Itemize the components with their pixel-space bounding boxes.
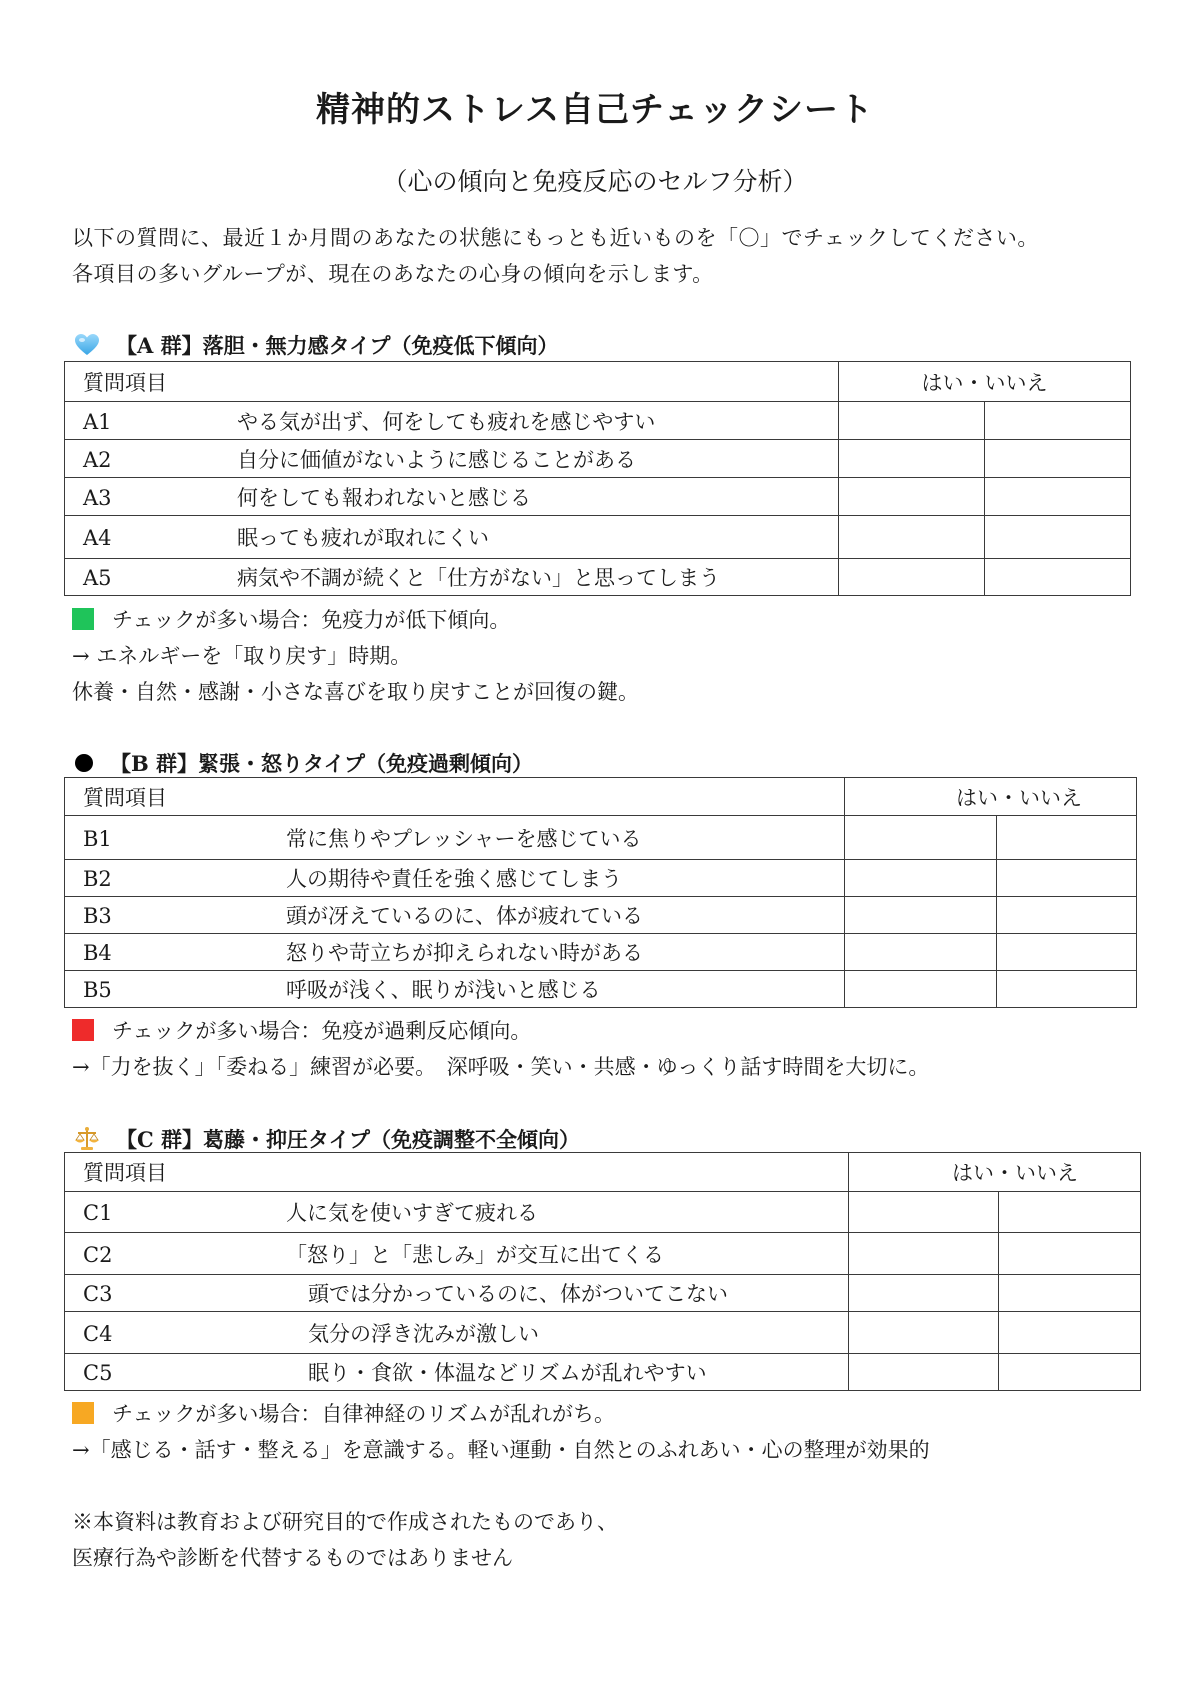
section-a-table [64,361,1131,596]
yes-cell[interactable] [849,1312,999,1354]
yes-cell[interactable] [845,816,997,860]
yes-cell[interactable] [849,1192,999,1233]
yes-cell[interactable] [839,478,985,516]
orange-square-icon [72,1402,94,1424]
no-cell[interactable] [985,478,1131,516]
no-cell[interactable] [985,440,1131,478]
intro-line-2: 各項目の多いグループが、現在のあなたの心身の傾向を示します。 [72,262,714,286]
table-row [65,1275,1141,1312]
section-b-result: チェックが多い場合：免疫が過剰反応傾向。 [64,1015,531,1045]
yes-cell[interactable] [849,1275,999,1312]
bullet-icon [74,750,94,776]
yes-cell[interactable] [845,934,997,971]
no-cell[interactable] [999,1354,1141,1391]
header-answer: はい・いいえ [839,362,1131,402]
page-subtitle: （心の傾向と免疫反応のセルフ分析） [382,167,808,196]
no-cell[interactable] [997,897,1137,934]
no-cell[interactable] [999,1192,1141,1233]
question-cell: C5 眠り・食欲・体温などリズムが乱れやすい [65,1354,849,1391]
table-row [65,860,1137,897]
table-row [65,934,1137,971]
section-c-advice: →「感じる・話す・整える」を意識する。軽い運動・自然とのふれあい・心の整理が効果的 [72,1438,930,1462]
table-row [65,1192,1141,1233]
table-row [65,402,1131,440]
yes-cell[interactable] [845,971,997,1008]
no-cell[interactable] [985,559,1131,596]
table-row [65,816,1137,860]
section-b-heading [72,748,533,778]
yes-cell[interactable] [845,860,997,897]
table-row [65,1312,1141,1354]
section-b-title: 【B 群】緊張・怒りタイプ（免疫過剰傾向） [110,751,534,776]
question-cell: B3 頭が冴えているのに、体が疲れている [65,897,845,934]
section-c-table [64,1152,1141,1391]
yes-cell[interactable] [839,559,985,596]
question-cell: A2 自分に価値がないように感じることがある [65,440,839,478]
table-header-row [65,1153,1141,1192]
table-header-row [65,362,1131,402]
header-question: 質問項目 [65,778,845,816]
question-cell: A3 何をしても報われないと感じる [65,478,839,516]
section-c-title: 【C 群】葛藤・抑圧タイプ（免疫調整不全傾向） [116,1127,580,1152]
table-row [65,478,1131,516]
scales-icon [72,1126,102,1152]
yes-cell[interactable] [849,1233,999,1275]
header-question: 質問項目 [65,362,839,402]
table-row [65,1354,1141,1391]
table-row [65,1233,1141,1275]
green-square-icon [72,608,94,630]
yes-cell[interactable] [849,1354,999,1391]
no-cell[interactable] [997,971,1137,1008]
no-cell[interactable] [985,516,1131,559]
question-cell: C1 人に気を使いすぎて疲れる [65,1192,849,1233]
red-square-icon [72,1019,94,1041]
question-cell: C4 気分の浮き沈みが激しい [65,1312,849,1354]
no-cell[interactable] [999,1275,1141,1312]
yes-cell[interactable] [839,440,985,478]
question-cell: B4 怒りや苛立ちが抑えられない時がある [65,934,845,971]
section-a-advice-1: → エネルギーを「取り戻す」時期。 [72,644,412,668]
table-row [65,516,1131,559]
header-answer: はい・いいえ [845,778,1137,816]
disclaimer-line-2: 医療行為や診断を代替するものではありません [72,1546,513,1570]
question-cell: A1 やる気が出ず、何をしても疲れを感じやすい [65,402,839,440]
section-b-advice: →「力を抜く」「委ねる」練習が必要。 深呼吸・笑い・共感・ゆっくり話す時間を大切に。 [72,1055,930,1079]
question-cell: A5 病気や不調が続くと「仕方がない」と思ってしまう [65,559,839,596]
no-cell[interactable] [997,816,1137,860]
section-a-title: 【A 群】落胆・無力感タイプ（免疫低下傾向） [116,333,559,358]
table-row [65,971,1137,1008]
question-cell: B5 呼吸が浅く、眠りが浅いと感じる [65,971,845,1008]
no-cell[interactable] [985,402,1131,440]
page-title: 精神的ストレス自己チェックシート [316,90,874,130]
question-cell: C2 「怒り」と「悲しみ」が交互に出てくる [65,1233,849,1275]
no-cell[interactable] [997,934,1137,971]
disclaimer-line-1: ※本資料は教育および研究目的で作成されたものであり、 [72,1510,618,1534]
yes-cell[interactable] [839,402,985,440]
header-answer: はい・いいえ [849,1153,1141,1192]
table-row [65,897,1137,934]
question-cell: B1 常に焦りやプレッシャーを感じている [65,816,845,860]
yes-cell[interactable] [839,516,985,559]
heart-icon [72,332,102,358]
question-cell: A4 眠っても疲れが取れにくい [65,516,839,559]
header-question: 質問項目 [65,1153,849,1192]
section-a-advice-2: 休養・自然・感謝・小さな喜びを取り戻すことが回復の鍵。 [72,680,639,704]
table-header-row [65,778,1137,816]
question-cell: B2 人の期待や責任を強く感じてしまう [65,860,845,897]
section-c-heading [72,1124,580,1154]
yes-cell[interactable] [845,897,997,934]
table-row [65,440,1131,478]
no-cell[interactable] [997,860,1137,897]
section-a-result: チェックが多い場合：免疫力が低下傾向。 [64,604,510,634]
section-c-result: チェックが多い場合：自律神経のリズムが乱れがち。 [64,1398,615,1428]
no-cell[interactable] [999,1312,1141,1354]
intro-line-1: 以下の質問に、最近１か月間のあなたの状態にもっとも近いものを「〇」でチェックしてください。 [72,226,1039,250]
table-row [65,559,1131,596]
question-cell: C3 頭では分かっているのに、体がついてこない [65,1275,849,1312]
section-a-heading [72,330,559,360]
section-b-table [64,777,1137,1008]
no-cell[interactable] [999,1233,1141,1275]
